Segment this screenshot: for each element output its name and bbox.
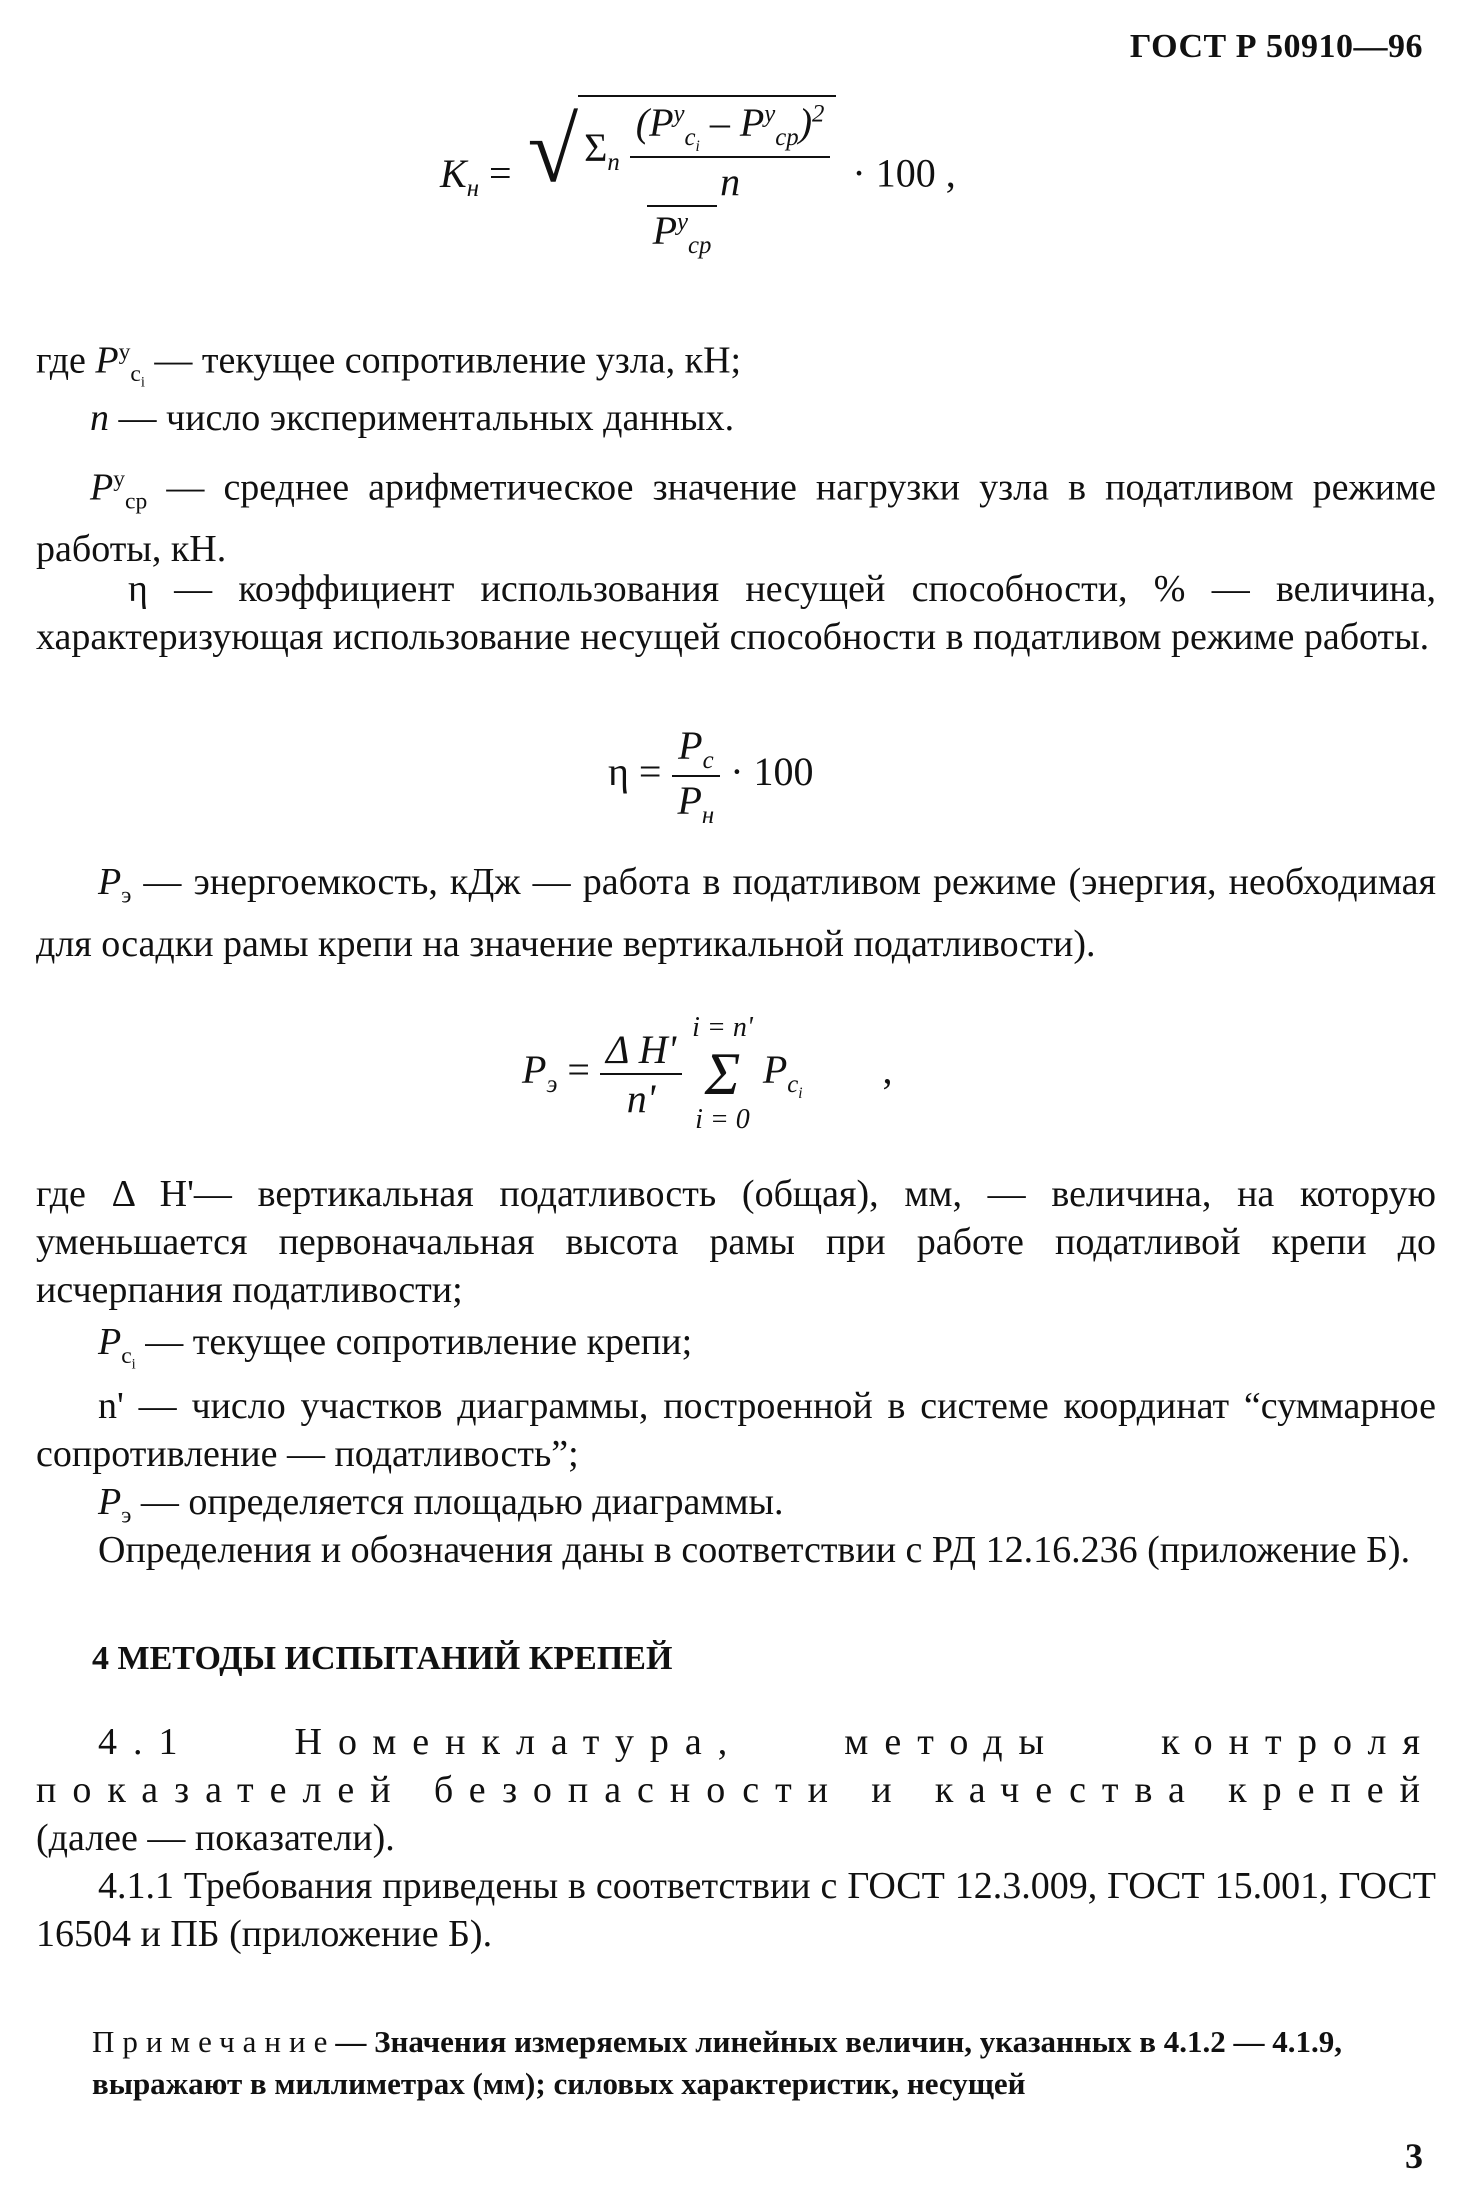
def-n: n — число экспериментальных данных. [90,397,735,439]
def-pe-area: $P_э$ — определяется площадью диаграммы. [98,1481,784,1529]
para-4-1: 4.1 Номенклатура, методы контроля показателей безопасности и качества крепей (далее — показатели). [36,1721,1436,1859]
para-4-1-1: 4.1.1 Требования приведены в соответствии с ГОСТ 12.3.009, ГОСТ 15.001, ГОСТ 16504 и ПБ (приложение Б). [36,1865,1436,1955]
formula-kn-lhs: $K_н$ [440,150,479,202]
formula-kn-sqrt: √ $\Sigma_n$ $\frac{(P^у_{c_i} - P^у_{cр})^2}{n}$ [528,95,837,205]
def-references: Определения и обозначения даны в соответствии с РД 12.16.236 (приложение Б). [98,1529,1411,1571]
section-heading: 4 МЕТОДЫ ИСПЫТАНИЙ КРЕПЕЙ [92,1640,673,1677]
def-eta: η — коэффициент использования несущей способности, % — величина, характеризующая использование несущей способности в податливом режиме работы. [36,568,1436,658]
def-p-ci-crepi: $P_{c_i}$ — текущее сопротивление крепи; [98,1321,693,1373]
def-n-prime: n' — число участков диаграммы, построенной в системе координат “суммарное сопротивление — податливость”; [36,1385,1436,1475]
def-p-csr: $P^у_{cр}$ — среднее арифметическое значение нагрузки узла в податливом режиме работы, кН. [36,466,1437,571]
note: Примечание— Значения измеряемых линейных величин, указанных в 4.1.2 — 4.1.9, выражают в миллиметрах (мм); силовых характеристик, несущей [92,2024,1342,2101]
note-label: Примечание [92,2024,336,2059]
def-pe: $P_э$ — энергоемкость, кДж — работа в податливом режиме (энергия, необходимая для осадки рамы крепи на значение вертикальной податливости). [36,861,1436,965]
def-delta-h: где Δ H'— вертикальная податливость (общая), мм, — величина, на которую уменьшается первоначальная высота рамы при работе податливой крепи до исчерпания податливости; [36,1173,1436,1311]
formula-pe: $P_э$ = $\frac{\text{Δ H'}}{n'}$ i = n' Σ i = 0 $P_{c_i}$ , [522,1012,893,1135]
formula-eta: η = $\frac{P_c}{P_н}$ · 100 [608,723,814,829]
formula-kn-fraction: √ $\Sigma_n$ $\frac{(P^у_{c_i} - P^у_{cр})^2}{n}$ $P^у_{cр}$ [522,95,843,260]
page-number: 3 [1405,2136,1423,2176]
formula-kn: $K_н$ = √ $\Sigma_n$ $\frac{(P^у_{c_i} - P^у_{cр})^2}{n}$ $P^у_{cр}$ · 100 , [440,95,956,260]
summation-sign: i = n' Σ i = 0 [692,1012,753,1135]
def-p-ci: где $P^у_{c_i}$ — текущее сопротивление узла, кН; [36,339,742,391]
document-code: ГОСТ Р 50910—96 [1129,28,1423,65]
